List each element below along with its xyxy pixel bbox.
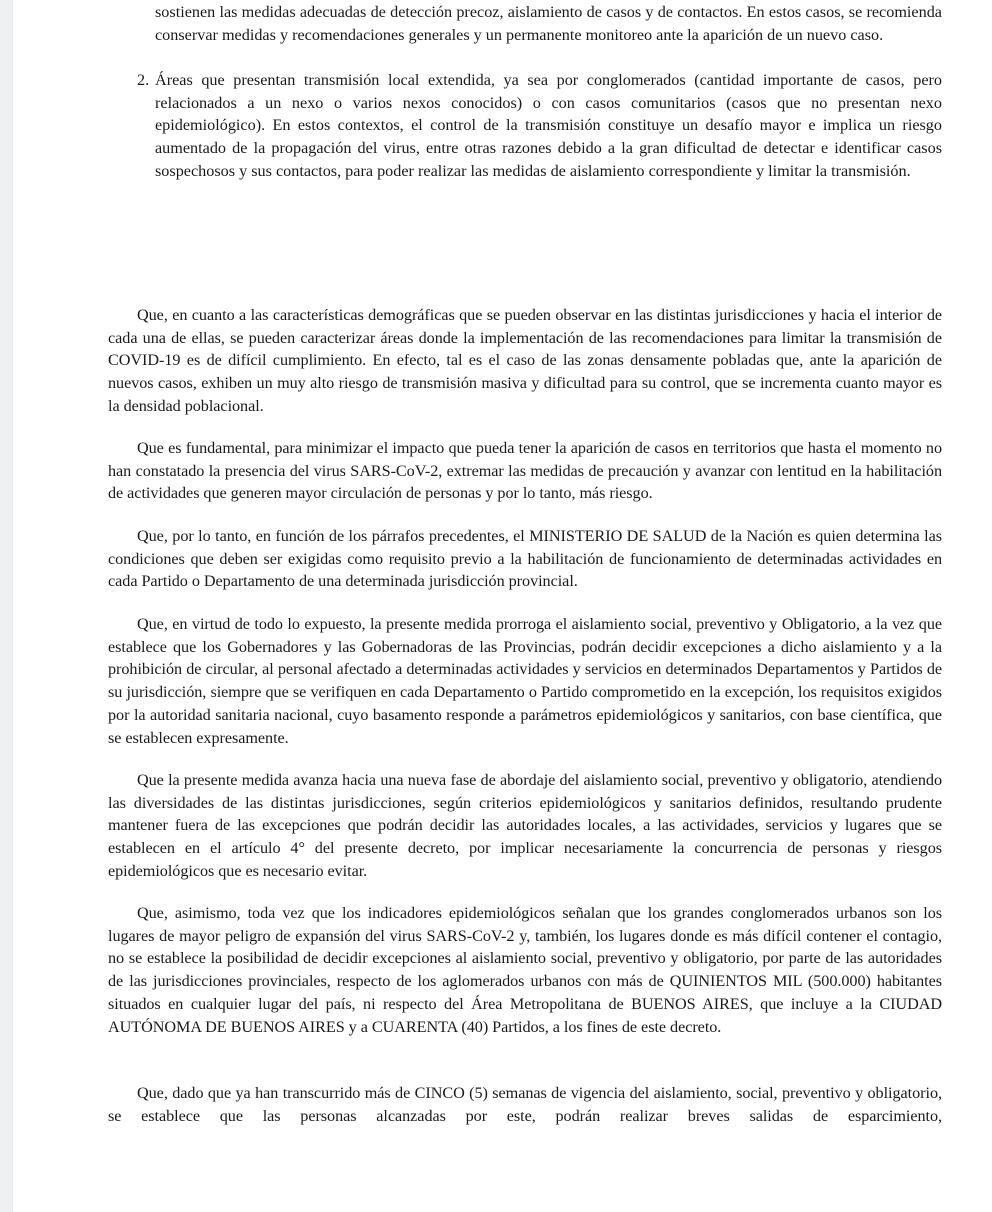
paragraph-nueva-fase: Que la presente medida avanza hacia una nueva fase de abordaje del aislamiento social, preventivo y obligatorio, atendiendo las diversidades de las distintas jurisdicciones, según criterios epidemiológicos y sanitarios definidos, resultando prudente mantener fuera de las excepciones que podrán decidir las autoridades locales, a las actividades, servicios y lugares que se establecen en el artículo 4° del presente decreto, por implicar necesariamente la concurrencia de personas y riesgos epidemiológicos que es necesario evitar.	[108, 771, 942, 880]
paragraph-minimize-impact: Que es fundamental, para minimizar el impacto que pueda tener la aparición de casos en territorios que hasta el momento no han constatado la presencia del virus SARS-CoV-2, extremar las medidas de precaución y avanzar con lentitud en la habilitación de actividades que generen mayor circulación de personas y por lo tanto, más riesgo.	[108, 439, 942, 503]
list-item-1-continuation	[108, 1, 942, 46]
list-item-number: 2.	[137, 71, 150, 89]
paragraph-ministerio-salud: Que, por lo tanto, en función de los párrafos precedentes, el MINISTERIO DE SALUD de la Nación es quien determina las condiciones que deben ser exigidas como requisito previo a la habilitación de funcionamiento de determinadas actividades en cada Partido o Departamento de una determinada jurisdicción provincial.	[108, 527, 942, 591]
list-item-text: sostienen las medidas adecuadas de detección precoz, aislamiento de casos y de contactos. En estos casos, se recomienda conservar medidas y recomendaciones generales y un permanente monitoreo ante la aparición de un nuevo caso.	[155, 3, 942, 44]
paragraph-prorroga: Que, en virtud de todo lo expuesto, la presente medida prorroga el aislamiento social, preventivo y Obligatorio, a la vez que establece que los Gobernadores y las Gobernadoras de las Provincias, podrán decidir excepciones a dicho aislamiento y a la prohibición de circular, al personal afectado a determinadas actividades y servicios en determinados Departamentos y Partidos de su jurisdicción, siempre que se verifiquen en cada Departamento o Partido comprometido en la excepción, los requisitos exigidos por la autoridad sanitaria nacional, cuyo basamento responde a parámetros epidemiológicos y sanitarios, con base científica, que se establecen expresamente.	[108, 615, 942, 747]
list-item-2	[108, 69, 942, 183]
list-item-text: Áreas que presentan transmisión local extendida, ya sea por conglomerados (cantidad importante de casos, pero relacionados a un nexo o varios nexos conocidos) o con casos comunitarios (casos que no presentan nexo epidemiológico). En estos contextos, el control de la transmisión constituye un desafío mayor e implica un riesgo aumentado de la propagación del virus, entre otras razones debido a la gran dificultad de detectar e identificar casos sospechosos y sus contactos, para poder realizar las medidas de aislamiento correspondiente y limitar la transmisión.	[155, 71, 942, 180]
paragraph-conglomerados-urbanos: Que, asimismo, toda vez que los indicadores epidemiológicos señalan que los grandes conglomerados urbanos son los lugares de mayor peligro de expansión del virus SARS-CoV-2 y, también, los lugares donde es más difícil contener el contagio, no se establece la posibilidad de decidir excepciones al aislamiento social, preventivo y obligatorio, por parte de las autoridades de las jurisdicciones provinciales, respecto de los aglomerados urbanos con más de QUINIENTOS MIL (500.000) habitantes situados en cualquier lugar del país, ni respecto del Área Metropolitana de BUENOS AIRES, que incluye a la CIUDAD AUTÓNOMA DE BUENOS AIRES y a CUARENTA (40) Partidos, a los fines de este decreto.	[108, 904, 942, 1036]
paragraph-demographics: Que, en cuanto a las características demográficas que se pueden observar en las distintas jurisdicciones y hacia el interior de cada una de ellas, se pueden caracterizar áreas donde la implementación de las recomendaciones para limitar la transmisión de COVID-19 es de difícil cumplimiento. En efecto, tal es el caso de las zonas densamente pobladas que, ante la aparición de nuevos casos, exhiben un muy alto riesgo de transmisión masiva y dificultad para su control, que se incrementa cuanto mayor es la densidad poblacional.	[108, 306, 942, 415]
paragraph-salidas-esparcimiento: Que, dado que ya han transcurrido más de CINCO (5) semanas de vigencia del aislamiento, social, preventivo y obligatorio, se establece que las personas alcanzadas por este, podrán realizar breves salidas de esparcimiento,	[108, 1084, 942, 1125]
